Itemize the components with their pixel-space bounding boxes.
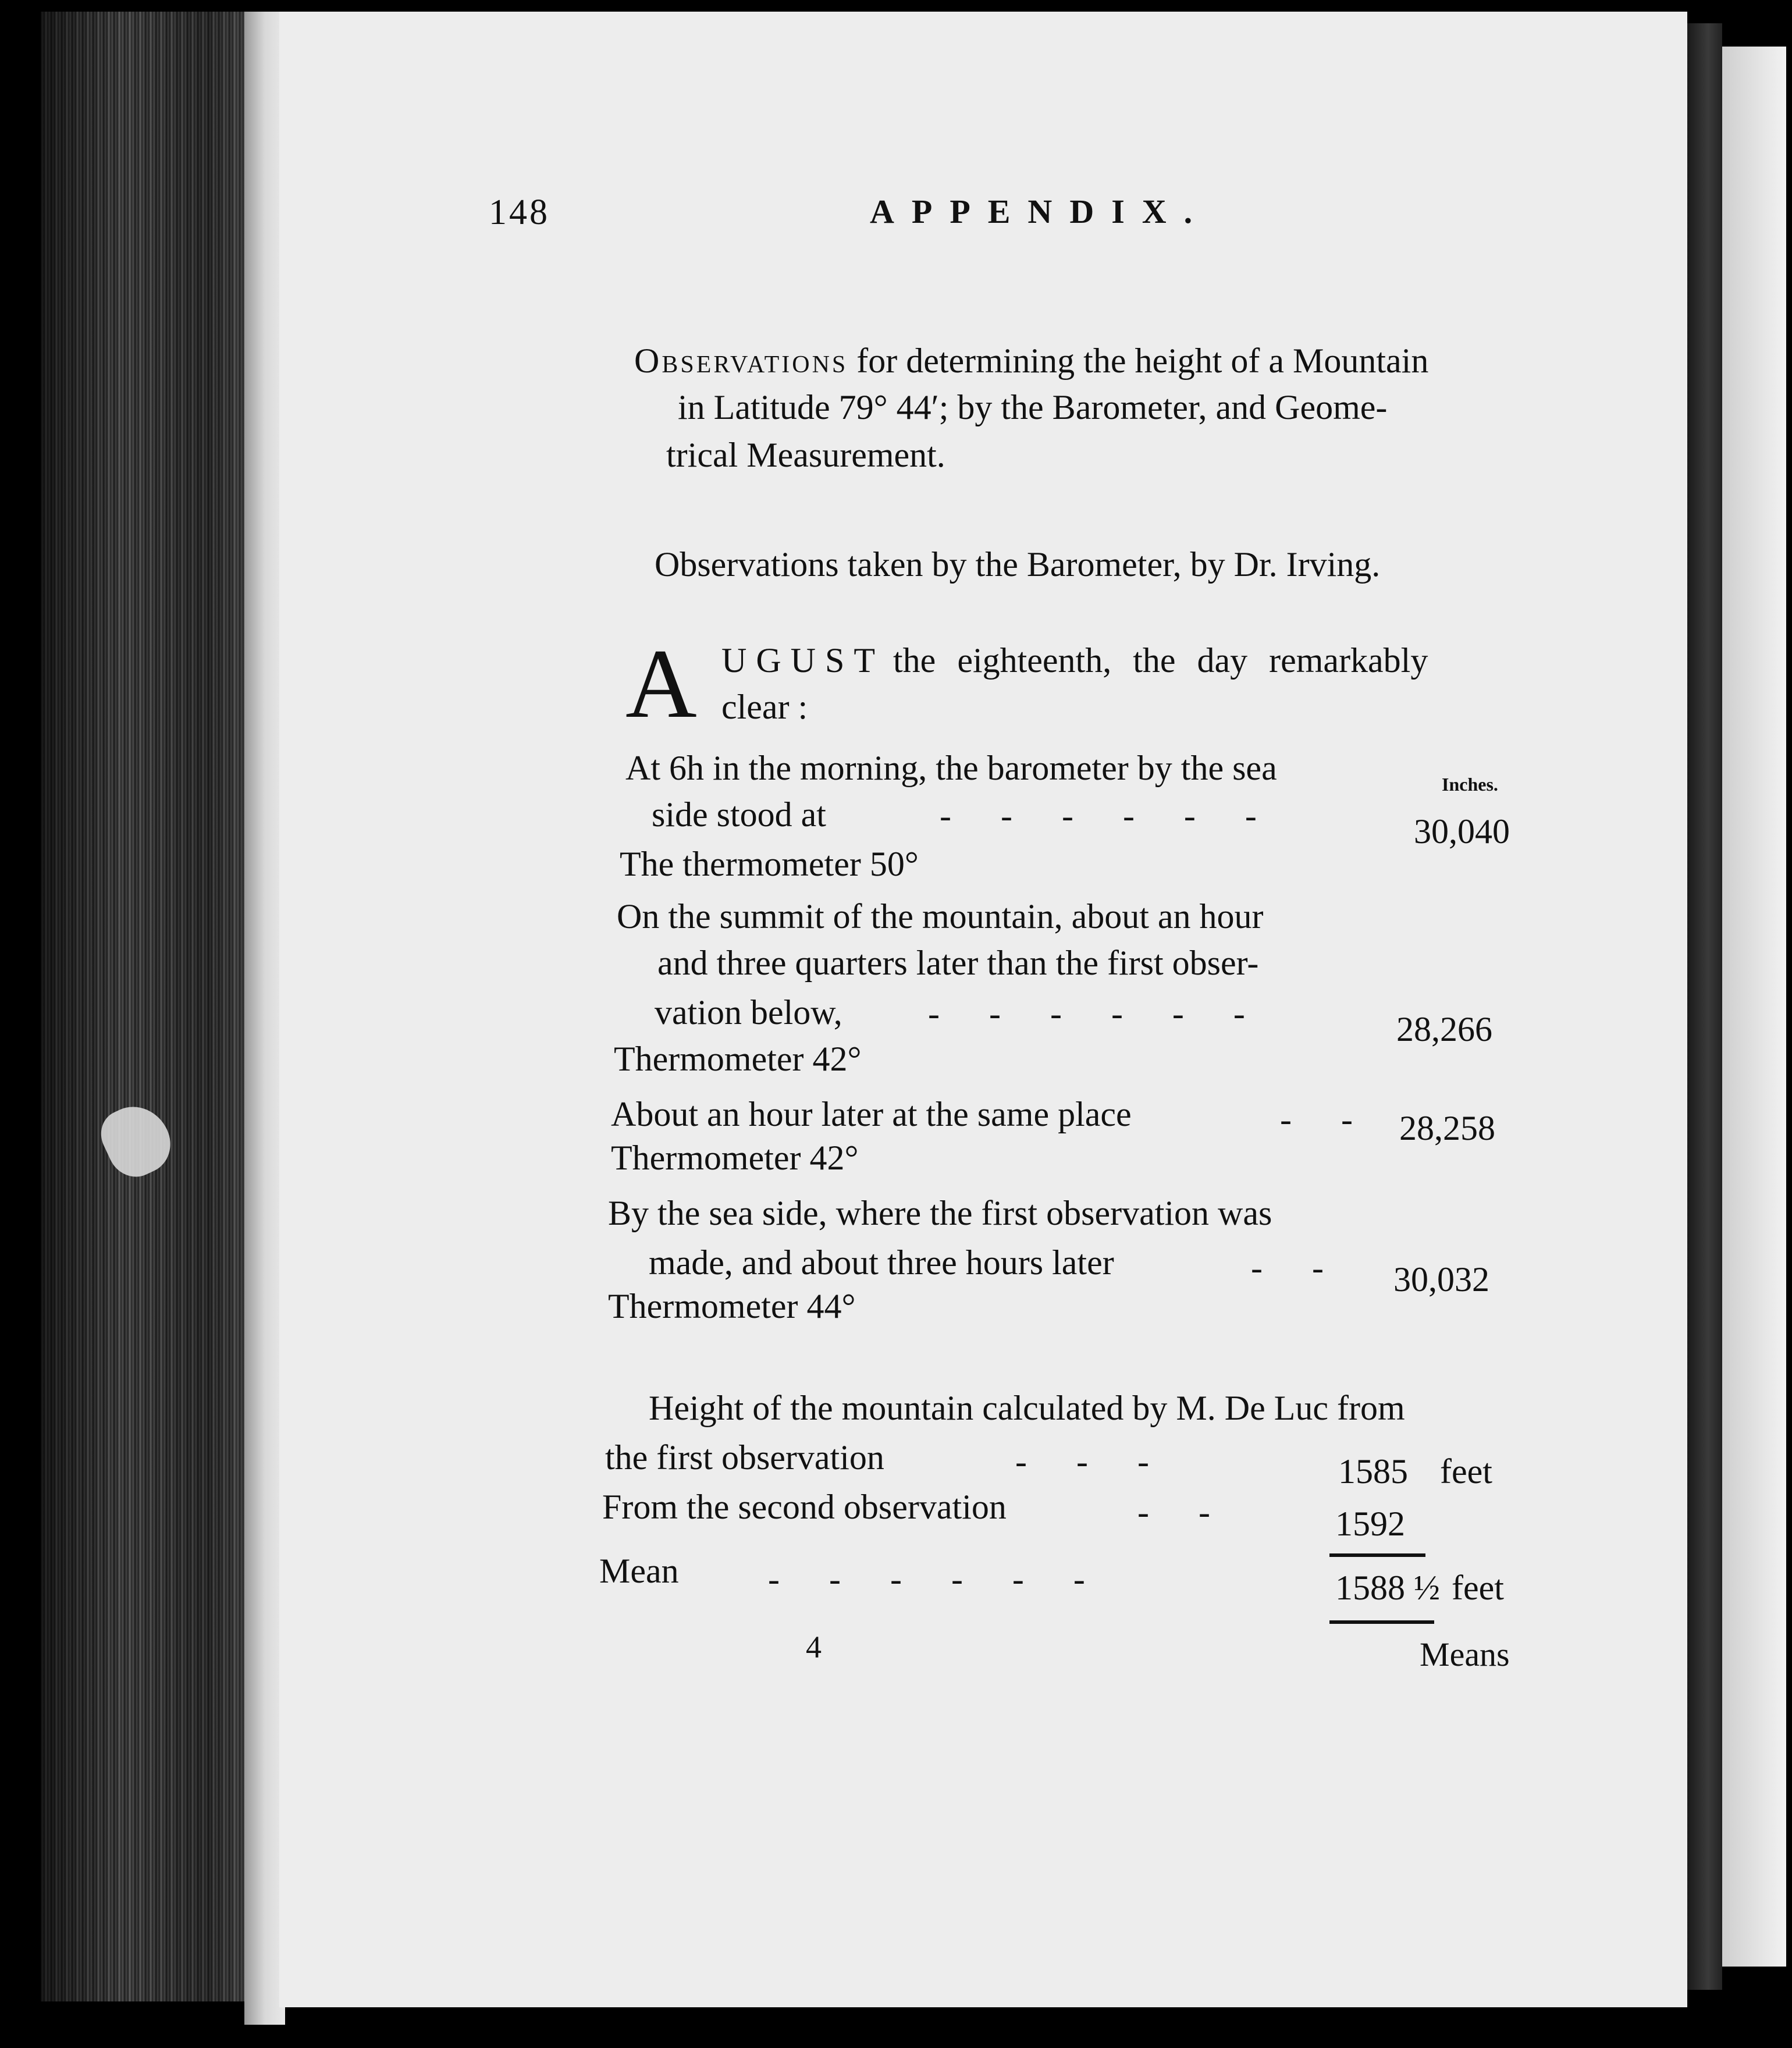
observation-7-dashes: - -	[1251, 1249, 1324, 1287]
height-first-unit: feet	[1440, 1452, 1492, 1491]
observation-3-line-2: and three quarters later than the first obser-	[657, 944, 1259, 982]
observation-3-line-1: On the summit of the mountain, about an hour	[617, 897, 1264, 936]
section-subtitle: Observations taken by the Barometer, by Dr. Irving.	[655, 545, 1381, 584]
sum-rule-bottom	[1329, 1620, 1434, 1624]
unit-label: Inches.	[1442, 774, 1498, 795]
intro-line-2: clear :	[721, 688, 808, 726]
title-lead-smallcaps: Observations	[634, 342, 848, 380]
page-number: 148	[489, 193, 550, 232]
height-second-dashes: - -	[1137, 1493, 1210, 1531]
observation-3-line-3: vation below,	[655, 993, 842, 1032]
observation-8-line-1: Thermometer 44°	[608, 1287, 856, 1325]
title-line-1-rest: for determining the height of a Mountain	[856, 342, 1429, 380]
height-first-value: 1585	[1338, 1452, 1408, 1491]
page-right-shadow	[1687, 23, 1722, 1990]
observation-3-dashes: - - - - - -	[928, 994, 1245, 1033]
observation-7-line-2: made, and about three hours later	[649, 1243, 1114, 1282]
title-line-2: in Latitude 79° 44′; by the Barometer, and Geome-	[678, 388, 1388, 426]
height-intro-line: Height of the mountain calculated by M. De Luc from	[649, 1389, 1405, 1427]
mean-value: 1588 ½	[1335, 1569, 1440, 1607]
observation-2-line-1: The thermometer 50°	[620, 845, 919, 883]
intro-line-1-rest: the eighteenth, the day remarkably	[893, 641, 1428, 680]
drop-cap: A	[625, 629, 697, 738]
observation-1-line-1: At 6h in the morning, the barometer by the sea	[625, 749, 1277, 787]
observation-3-value: 28,266	[1396, 1010, 1492, 1048]
observation-5-line-1: About an hour later at the same place	[611, 1095, 1132, 1133]
mean-dashes: - - - - - -	[768, 1560, 1085, 1598]
observation-5-dashes: - -	[1280, 1100, 1353, 1139]
mean-label: Mean	[599, 1552, 679, 1590]
facing-page-edge	[1722, 47, 1786, 1967]
intro-line-1	[721, 643, 1428, 678]
observation-1-dashes: - - - - - -	[940, 797, 1257, 835]
mean-unit: feet	[1452, 1569, 1504, 1607]
observation-6-line-1: Thermometer 42°	[611, 1139, 859, 1177]
title-line-3: trical Measurement.	[666, 436, 945, 474]
catchword: Means	[1420, 1635, 1510, 1673]
observation-7-line-1: By the sea side, where the first observation was	[608, 1194, 1272, 1232]
height-first-label: the first observation	[605, 1438, 884, 1477]
observation-7-value: 30,032	[1393, 1260, 1489, 1299]
sum-rule-top	[1329, 1553, 1425, 1557]
height-second-label: From the second observation	[602, 1488, 1007, 1526]
height-second-value: 1592	[1335, 1505, 1405, 1543]
title-line-1	[634, 343, 1428, 378]
observation-4-line-1: Thermometer 42°	[614, 1040, 862, 1078]
height-first-dashes: - - -	[1015, 1442, 1149, 1481]
book-page-edges	[41, 12, 250, 2001]
running-title: APPENDIX.	[870, 193, 1210, 230]
intro-caps: UGUST	[721, 641, 885, 680]
signature-mark: 4	[806, 1630, 822, 1665]
observation-5-value: 28,258	[1399, 1109, 1495, 1147]
observation-1-line-2: side stood at	[652, 795, 826, 834]
observation-1-value: 30,040	[1414, 812, 1510, 851]
